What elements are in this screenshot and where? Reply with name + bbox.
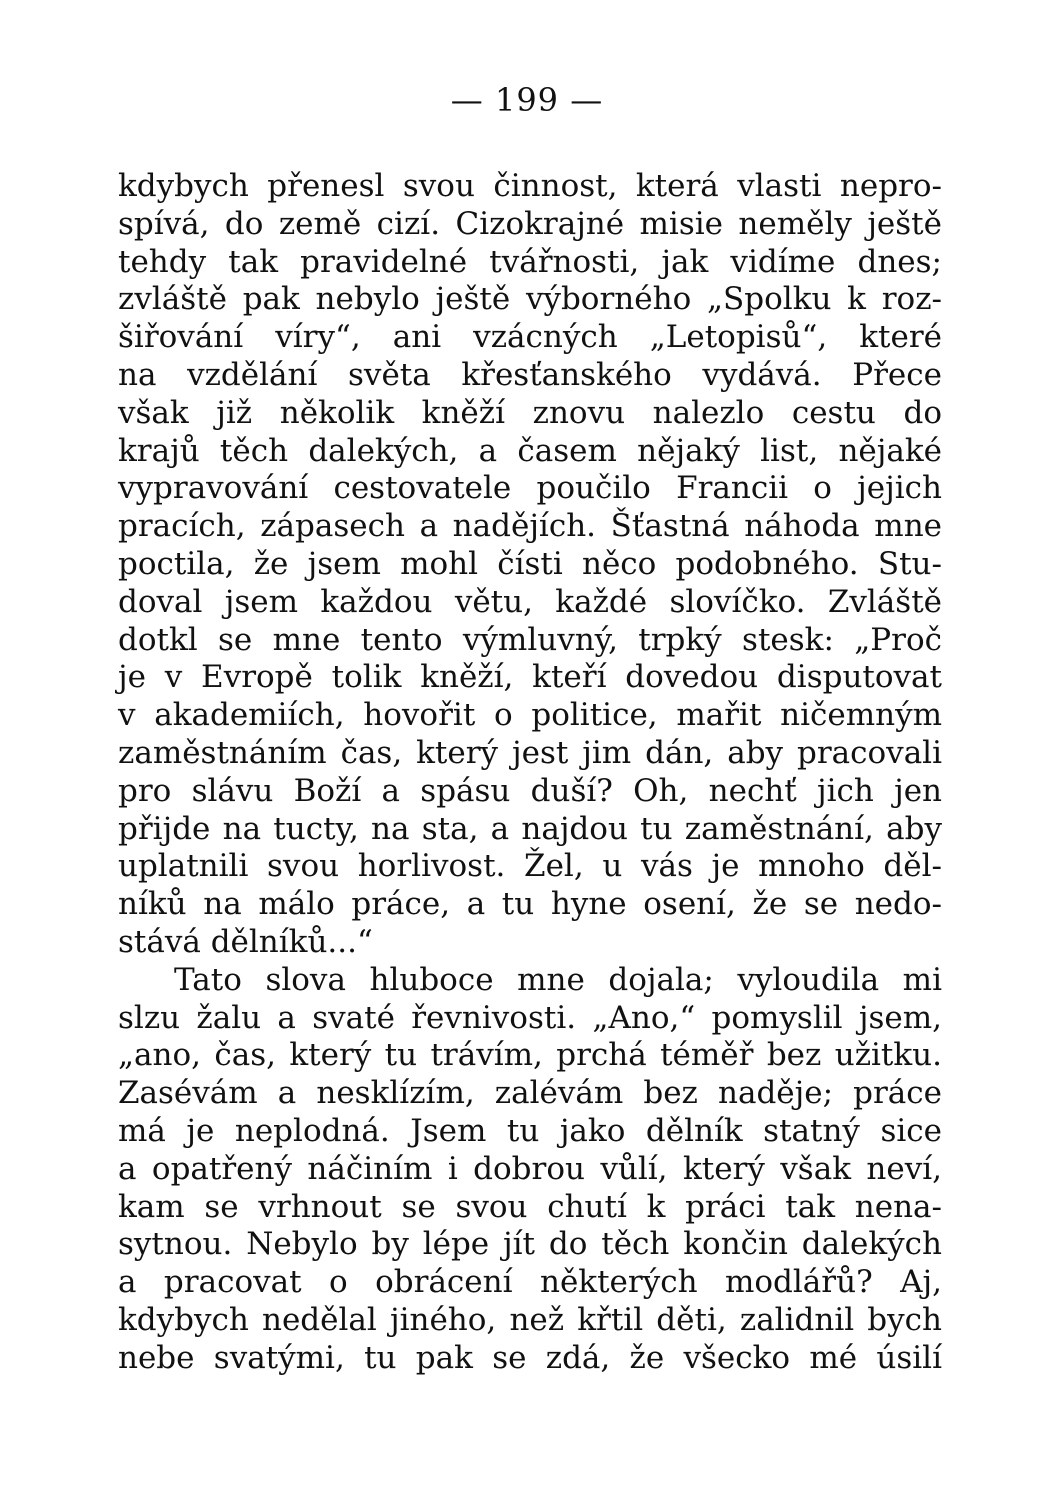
text-line: na vzdělání světa křesťanského vydává. Přece — [118, 356, 942, 393]
text-line: je v Evropě tolik kněží, kteří dovedou disputovat — [118, 659, 942, 696]
text-line: a pracovat o obrácení některých modlářů? Aj, — [118, 1264, 942, 1301]
text-line: pro slávu Boží a spásu duší? Oh, nechť jich jen — [118, 772, 942, 809]
body-text — [118, 168, 942, 1378]
text-line: má je neplodná. Jsem tu jako dělník statný sice — [118, 1112, 942, 1149]
text-line: dotkl se mne tento výmluvný, trpký stesk: „Proč — [118, 621, 942, 658]
text-line: kdybych přenesl svou činnost, která vlasti nepro- — [118, 168, 942, 204]
text-line: uplatnili svou horlivost. Žel, u vás je mnoho děl- — [118, 848, 942, 885]
text-line: pracích, zápasech a nadějích. Šťastná náhoda mne — [118, 508, 942, 545]
text-line: slzu žalu a svaté řevnivosti. „Ano,“ pomyslil jsem, — [118, 999, 942, 1036]
text-line: zvláště pak nebylo ještě výborného „Spolku k roz- — [118, 281, 942, 318]
text-line: spívá, do země cizí. Cizokrajné misie neměly ještě — [118, 205, 942, 242]
text-line: poctila, že jsem mohl čísti něco podobného. Stu- — [118, 545, 942, 582]
text-line: vypravování cestovatele poučilo Francii o jejich — [118, 470, 942, 507]
text-line: zaměstnáním čas, který jest jim dán, aby pracovali — [118, 734, 942, 771]
text-line: níků na málo práce, a tu hyne osení, že se nedo- — [118, 886, 942, 923]
text-line: šiřování víry“, ani vzácných „Letopisů“, které — [118, 319, 942, 356]
text-line: tehdy tak pravidelné tvářnosti, jak vidíme dnes; — [118, 243, 942, 280]
text-line: kam se vrhnout se svou chutí k práci tak nena- — [118, 1188, 942, 1225]
text-line: nebe svatými, tu pak se zdá, že všecko mé úsilí — [118, 1339, 942, 1376]
text-line: doval jsem každou větu, každé slovíčko. Zvláště — [118, 583, 942, 620]
text-line: Tato slova hluboce mne dojala; vyloudila mi — [174, 961, 942, 998]
text-line: sytnou. Nebylo by lépe jít do těch končin dalekých — [118, 1226, 942, 1263]
text-line: přijde na tucty, na sta, a najdou tu zaměstnání, aby — [118, 810, 942, 847]
text-line: a opatřený náčiním i dobrou vůlí, který však neví, — [118, 1150, 942, 1187]
text-line: kdybych nedělal jiného, než křtil děti, zalidnil bych — [118, 1301, 942, 1338]
text-line: stává dělníků...“ — [118, 923, 373, 960]
text-line: Zasévám a nesklízím, zalévám bez naděje; práce — [118, 1075, 942, 1112]
text-line: však již několik kněží znovu nalezlo cestu do — [118, 394, 942, 431]
text-line: krajů těch dalekých, a časem nějaký list, nějaké — [118, 432, 942, 469]
page-number: — 199 — — [450, 81, 604, 119]
text-line: „ano, čas, který tu trávím, prchá téměř bez užitku. — [118, 1037, 942, 1074]
text-line: v akademiích, hovořit o politice, mařit ničemným — [118, 697, 942, 734]
